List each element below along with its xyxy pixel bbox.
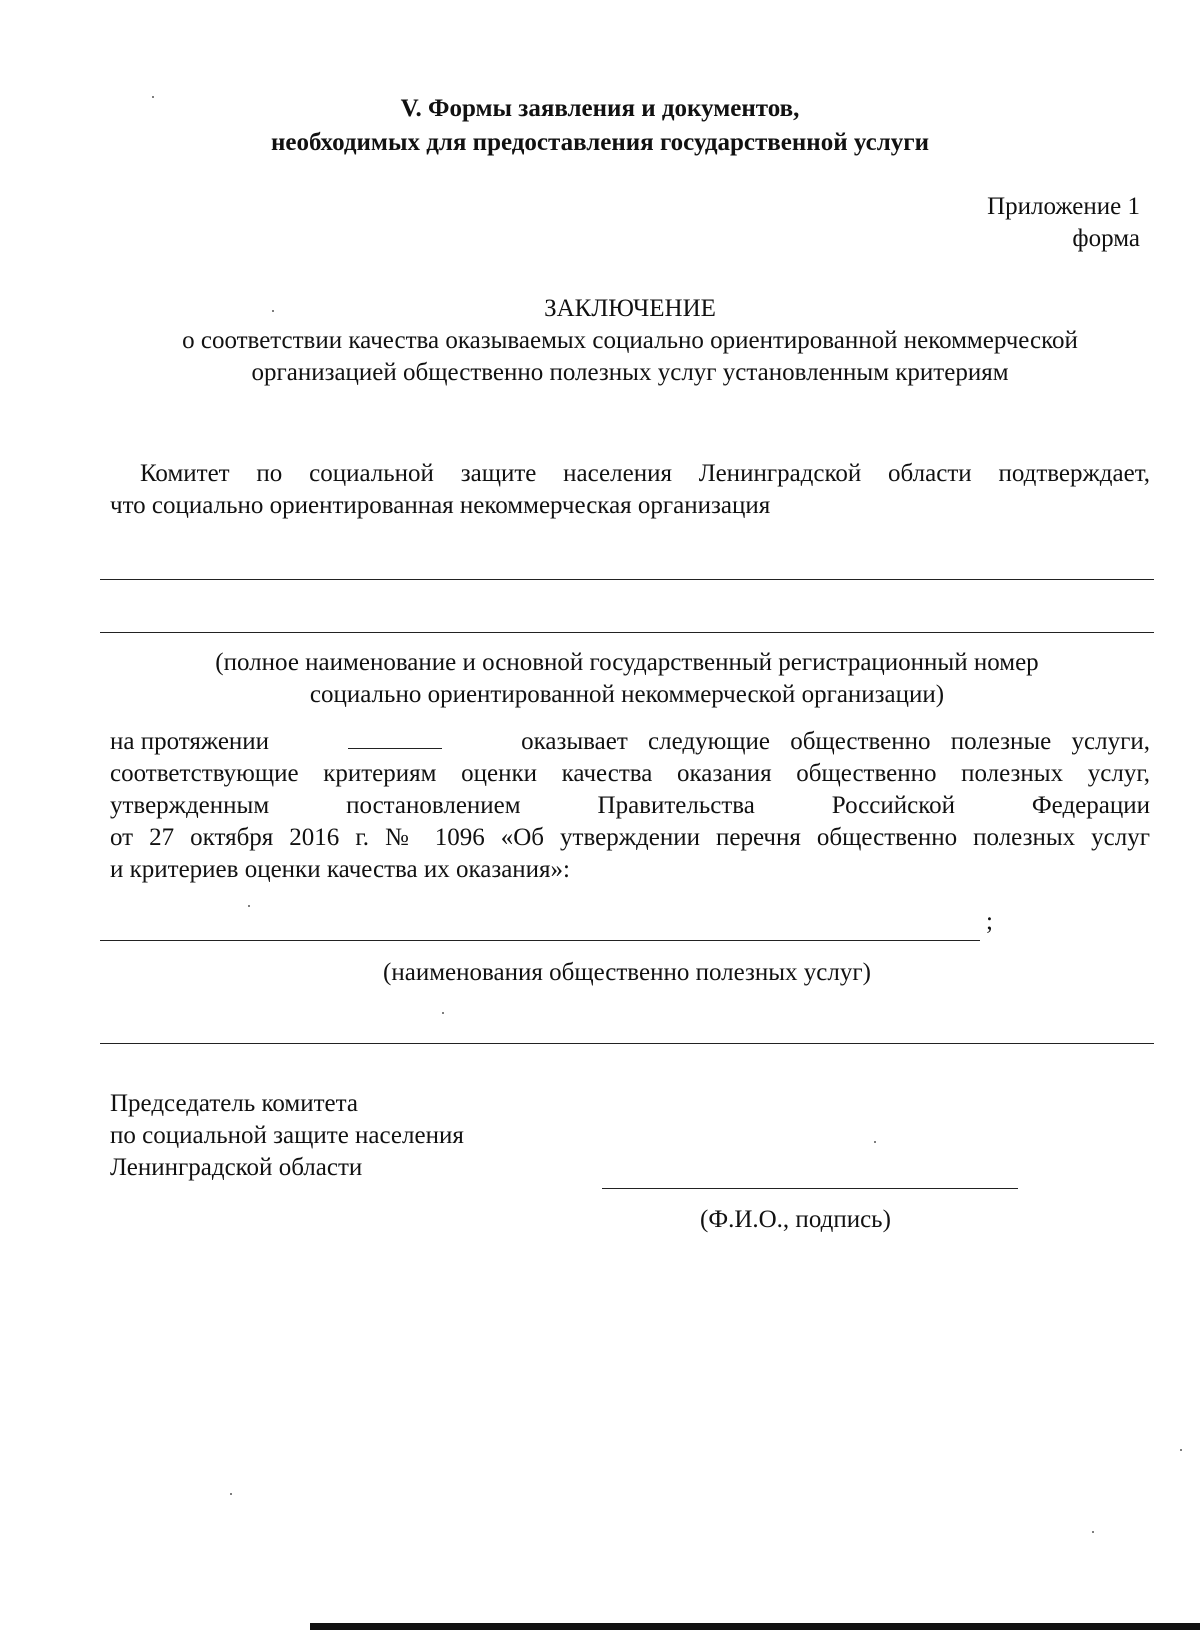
body-line-5: и критериев оценки качества их оказания»: [110, 856, 570, 883]
scan-edge-bar [310, 1623, 1200, 1630]
scan-speck [272, 310, 274, 312]
scan-speck [1180, 1449, 1182, 1451]
services-terminator: ; [986, 908, 993, 935]
scan-speck [874, 1141, 876, 1143]
signature-caption: (Ф.И.О., подпись) [700, 1206, 891, 1233]
signatory-line-3: Ленинградской области [110, 1154, 363, 1181]
scan-speck [442, 1012, 444, 1014]
org-caption-line-2: социально ориентированной некоммерческой организации) [309, 681, 945, 708]
scan-speck [152, 96, 154, 98]
signatory-line-2: по социальной защите населения [110, 1122, 464, 1149]
services-blank-line[interactable] [100, 940, 980, 941]
org-name-blank-line-1[interactable] [100, 579, 1154, 580]
body-line-3-word-4: Российской [831, 792, 955, 819]
period-blank[interactable] [348, 726, 442, 749]
body-line-1 [110, 726, 1150, 758]
body-line-2: соответствующие критериям оценки качества оказания общественно полезных услуг, [110, 760, 1150, 787]
body-line-3 [110, 790, 1150, 822]
scan-speck [1092, 1531, 1094, 1533]
scan-speck [230, 1493, 232, 1495]
org-caption-line-1: (полное наименование и основной государственный регистрационный номер [215, 649, 1039, 676]
body-line-3-word-3: Правительства [597, 792, 755, 819]
intro-line-1: Комитет по социальной защите населения Ленинградской области подтверждает, [140, 460, 1150, 487]
annex-label: Приложение 1 [987, 193, 1140, 220]
services-caption: (наименования общественно полезных услуг) [383, 959, 871, 986]
conclusion-subtitle-line-2: организацией общественно полезных услуг установленным критериям [251, 359, 1009, 386]
intro-line-2: что социально ориентированная некоммерческая организация [110, 492, 771, 519]
body-line-1-end: оказывает следующие общественно полезные услуги, [521, 728, 1150, 755]
body-line-4: от 27 октября 2016 г. № 1096 «Об утверждении перечня общественно полезных услуг [110, 824, 1150, 851]
services-blank-line-2[interactable] [100, 1043, 1154, 1044]
body-line-3-word-1: утвержденным [110, 792, 270, 819]
signatory-line-1: Председатель комитета [110, 1090, 358, 1117]
org-name-blank-line-2[interactable] [100, 632, 1154, 633]
body-line-3-word-5: Федерации [1031, 792, 1150, 819]
conclusion-subtitle-line-1: о соответствии качества оказываемых социально ориентированной некоммерческой [182, 327, 1078, 354]
scan-speck [248, 905, 250, 907]
annex-form-label: форма [1072, 225, 1140, 252]
body-line-1-start: на протяжении [110, 728, 270, 755]
conclusion-title: ЗАКЛЮЧЕНИЕ [544, 295, 716, 322]
body-line-3-word-2: постановлением [346, 792, 521, 819]
signature-blank-line[interactable] [602, 1188, 1018, 1189]
section-title-line-2: необходимых для предоставления государственной услуги [271, 129, 929, 156]
section-title-line-1: V. Формы заявления и документов, [400, 95, 800, 122]
